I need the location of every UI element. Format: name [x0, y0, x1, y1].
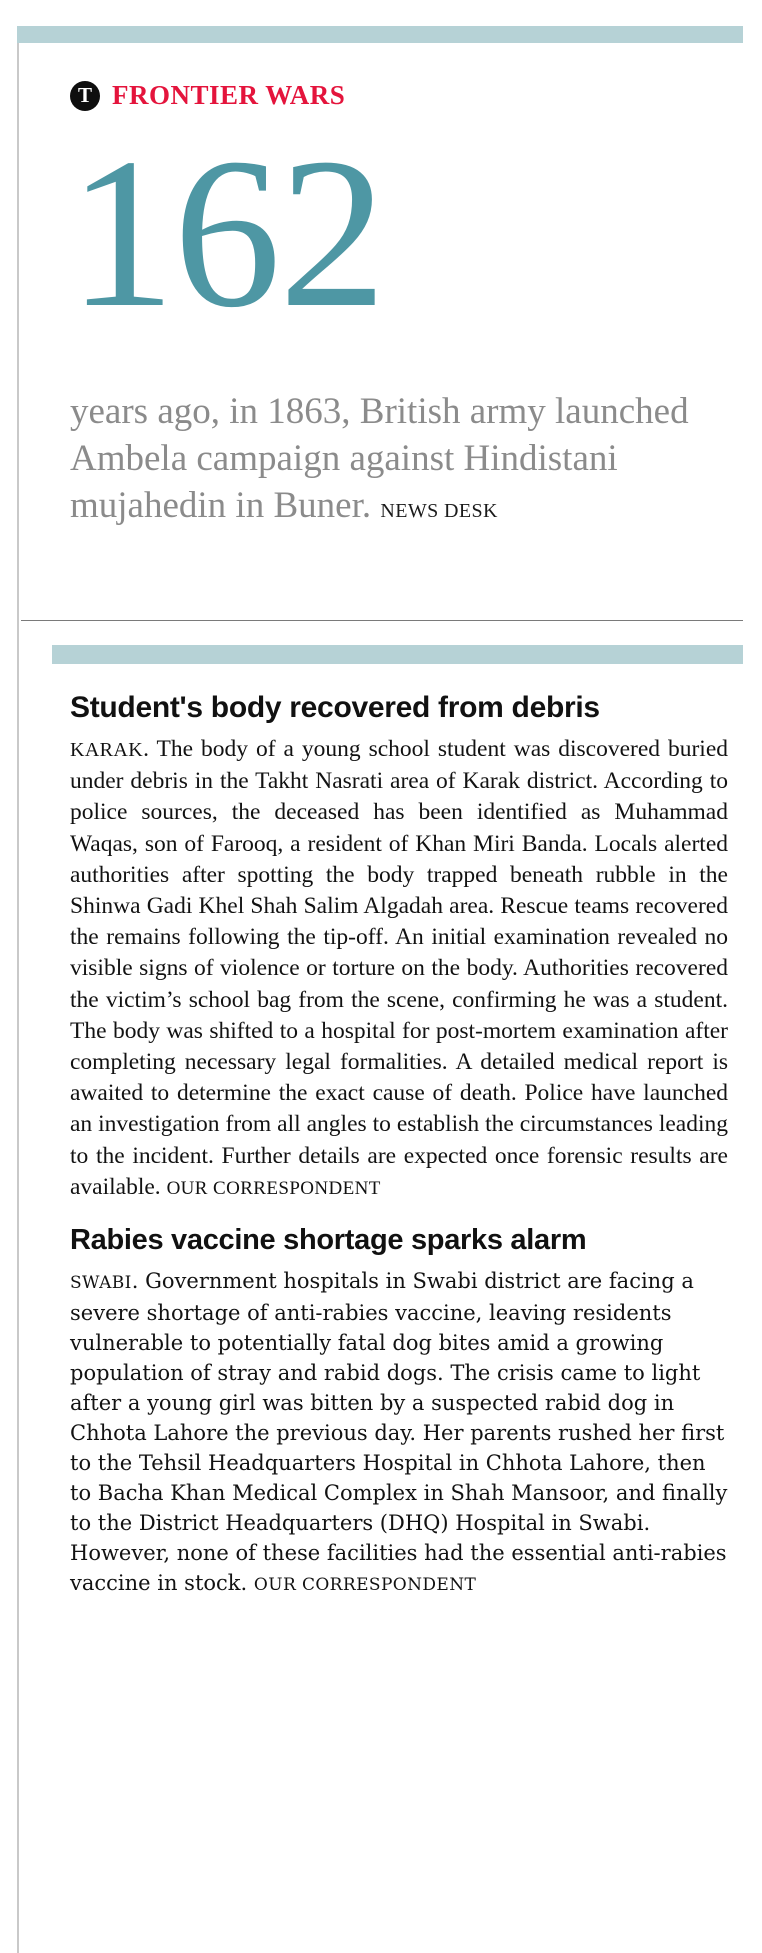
article-credit: OUR CORRESPONDENT — [166, 1177, 381, 1199]
article-spacer — [70, 1204, 728, 1222]
article-headline: Rabies vaccine shortage sparks alarm — [70, 1224, 587, 1257]
article-credit: OUR CORRESPONDENT — [253, 1575, 477, 1596]
article-body-text: . Government hospitals in Swabi district are facing a severe shortage of anti-rabies vaccine, leaving residents vulnerable to potentially fatal dog bites amid a growing population of stray and rabid dogs. The crisis came to light after a young girl was bitten by a suspected rabid dog in Chhota Lahore the previous day. Her parents rushed her first to the Tehsil Headquarters Hospital in Chhota Lahore, then to Bacha Khan Medical Complex in Shah Mansoor, and finally to the District Headquarters (DHQ) Hospital in Swabi. However, none of these facilities had the essential anti-rabies vaccine in stock. — [70, 1269, 728, 1596]
article-rabies-vaccine — [70, 1222, 728, 1600]
article-dateline: KARAK — [70, 739, 144, 761]
article-headline: Student's body recovered from debris — [70, 691, 600, 724]
section-title: FRONTIER WARS — [112, 80, 346, 110]
article-body — [70, 1266, 728, 1600]
divider-rule — [21, 620, 743, 621]
feature-kicker-text: years ago, in 1863, British army launched Ambela campaign against Hindistani mujahedin in Buner. — [70, 391, 689, 526]
article-student-body — [70, 690, 728, 1204]
article-body-text: . The body of a young school student was discovered buried under debris in the Takht Nasrati area of Karak district. According to police sources, the deceased has been identified as Muhammad Waqas, son of Farooq, a resident of Khan Miri Banda. Locals alerted authorities after spotting the body trapped beneath rubble in the Shinwa Gadi Khel Shah Salim Algadah area. Rescue teams recovered the remains following the tip-off. An initial examination revealed no visible signs of violence or torture on the body. Authorities recovered the victim’s school bag from the scene, confirming he was a student. The body was shifted to a hospital for post-mortem examination after completing necessary legal formalities. A detailed medical report is awaited to determine the exact cause of death. Police have launched an investigation from all angles to establish the circumstances leading to the incident. Further details are expected once forensic results are available. — [70, 736, 728, 1200]
circle-t-logo-icon: T — [70, 81, 100, 111]
feature-byline: NEWS DESK — [380, 500, 498, 522]
masthead — [70, 80, 345, 111]
article-dateline: SWABI — [70, 1273, 132, 1294]
top-accent-bar — [17, 26, 743, 43]
left-margin-rule — [17, 26, 19, 1953]
article-body — [70, 734, 728, 1204]
feature-number: 162 — [68, 113, 385, 352]
feature-kicker — [70, 388, 730, 535]
article-column — [70, 690, 728, 1600]
section-accent-bar — [52, 645, 743, 664]
